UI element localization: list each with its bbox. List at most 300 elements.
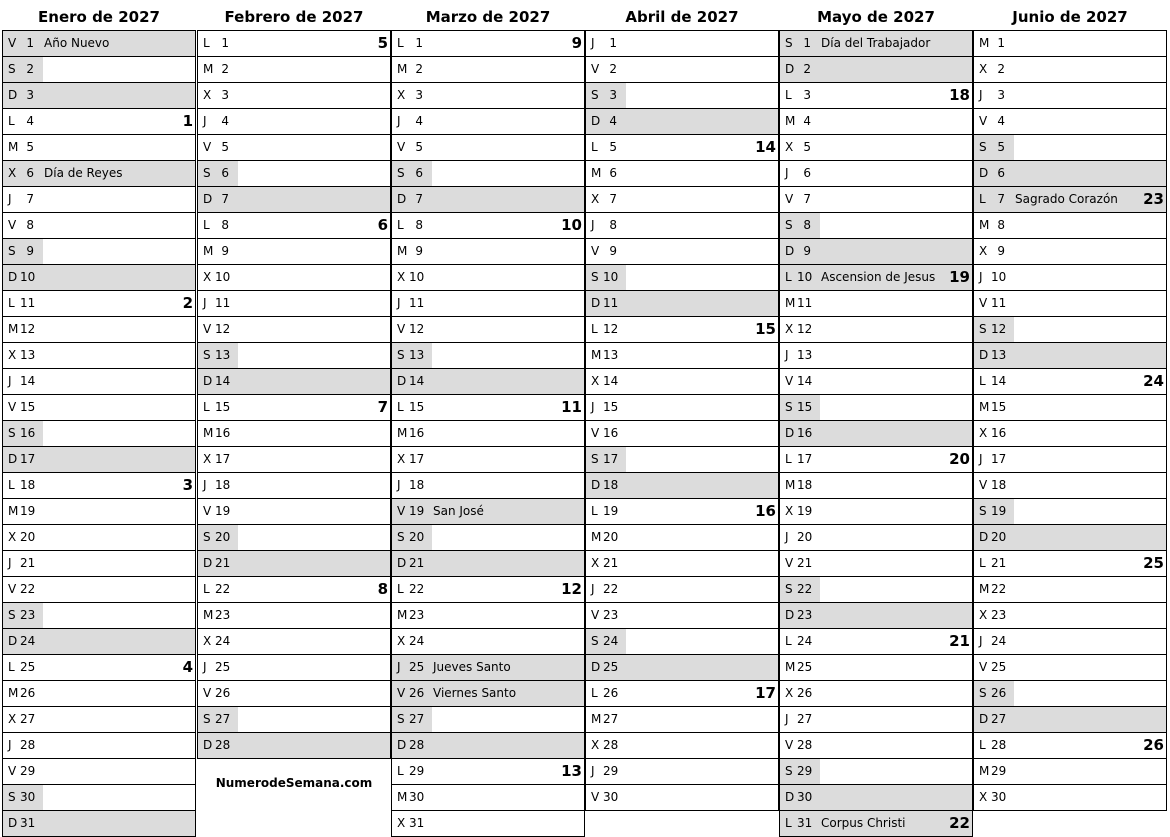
weekday-letter: L [397, 36, 404, 50]
day-row [197, 343, 391, 369]
day-number: 31 [20, 816, 36, 830]
day-row [779, 525, 973, 551]
day-row [779, 135, 973, 161]
day-row [391, 577, 585, 603]
weekday-letter: J [785, 530, 789, 544]
day-number: 8 [803, 218, 811, 232]
day-number: 16 [215, 426, 231, 440]
day-number: 27 [603, 712, 619, 726]
day-number: 6 [609, 166, 617, 180]
weekday-letter: M [397, 790, 408, 804]
day-row [779, 681, 973, 707]
day-number: 9 [415, 244, 423, 258]
day-number: 1 [221, 36, 229, 50]
week-number: 2 [182, 294, 193, 312]
weekday-letter: J [785, 348, 789, 362]
day-row [973, 499, 1167, 525]
day-number: 28 [20, 738, 36, 752]
day-row [2, 317, 196, 343]
weekday-letter: J [979, 452, 983, 466]
day-number: 7 [803, 192, 811, 206]
day-row [585, 759, 779, 785]
day-row [585, 525, 779, 551]
week-number: 23 [1143, 190, 1164, 208]
week-number: 15 [755, 320, 776, 338]
day-number: 5 [997, 140, 1005, 154]
day-row [2, 707, 196, 733]
weekday-letter: D [785, 790, 795, 804]
day-row [197, 603, 391, 629]
weekday-letter: S [591, 270, 599, 284]
day-row [585, 30, 779, 57]
weekday-letter: L [979, 374, 986, 388]
day-number: 6 [415, 166, 423, 180]
day-row [197, 369, 391, 395]
weekday-letter: S [203, 712, 211, 726]
day-row [2, 109, 196, 135]
day-row [391, 551, 585, 577]
day-row [391, 187, 585, 213]
weekday-letter: X [785, 322, 794, 336]
weekday-letter: V [397, 322, 406, 336]
day-number: 9 [221, 244, 229, 258]
weekday-letter: X [397, 634, 406, 648]
day-row [973, 681, 1167, 707]
weekday-letter: V [8, 218, 17, 232]
day-row [197, 551, 391, 577]
day-row [197, 57, 391, 83]
weekday-letter: L [8, 660, 15, 674]
day-row [585, 551, 779, 577]
site-label: NumerodeSemana.com [215, 776, 373, 790]
day-number: 21 [797, 556, 813, 570]
day-row [2, 499, 196, 525]
weekday-letter: L [979, 738, 986, 752]
day-row [2, 759, 196, 785]
day-number: 20 [603, 530, 619, 544]
day-row [391, 733, 585, 759]
day-number: 25 [20, 660, 36, 674]
day-row [973, 317, 1167, 343]
month-title: Mayo de 2027 [817, 8, 935, 26]
day-number: 14 [991, 374, 1007, 388]
day-row [585, 577, 779, 603]
weekday-letter: D [591, 114, 601, 128]
day-row [973, 187, 1167, 213]
day-row [585, 655, 779, 681]
day-row [2, 265, 196, 291]
day-row [585, 135, 779, 161]
weekday-letter: S [979, 322, 987, 336]
day-number: 29 [603, 764, 619, 778]
weekday-letter: S [203, 530, 211, 544]
weekday-letter: V [397, 686, 406, 700]
day-number: 20 [797, 530, 813, 544]
day-row [197, 577, 391, 603]
weekday-letter: J [785, 712, 789, 726]
day-number: 30 [991, 790, 1007, 804]
day-row [585, 161, 779, 187]
weekday-letter: D [397, 374, 407, 388]
day-number: 25 [797, 660, 813, 674]
day-number: 11 [603, 296, 619, 310]
day-number: 12 [603, 322, 619, 336]
month-title: Marzo de 2027 [425, 8, 551, 26]
weekday-letter: M [203, 244, 214, 258]
day-number: 4 [609, 114, 617, 128]
weekday-letter: D [8, 634, 18, 648]
week-number: 8 [377, 580, 388, 598]
day-row [2, 525, 196, 551]
day-number: 8 [609, 218, 617, 232]
day-number: 2 [803, 62, 811, 76]
day-row [2, 733, 196, 759]
day-number: 30 [20, 790, 36, 804]
weekday-letter: J [8, 192, 12, 206]
day-number: 25 [409, 660, 425, 674]
weekday-letter: X [591, 192, 600, 206]
week-number: 24 [1143, 372, 1164, 390]
day-number: 11 [20, 296, 36, 310]
day-row [391, 629, 585, 655]
weekday-letter: M [785, 660, 796, 674]
day-number: 19 [797, 504, 813, 518]
weekday-letter: D [591, 660, 601, 674]
weekday-letter: M [591, 712, 602, 726]
day-row [779, 395, 973, 421]
weekday-letter: X [203, 270, 212, 284]
weekday-letter: D [8, 88, 18, 102]
weekday-letter: M [203, 62, 214, 76]
day-number: 28 [409, 738, 425, 752]
day-row [2, 447, 196, 473]
weekday-letter: S [591, 452, 599, 466]
day-row [391, 525, 585, 551]
weekday-letter: S [979, 504, 987, 518]
day-row [391, 83, 585, 109]
month-title: Junio de 2027 [1012, 8, 1128, 26]
weekday-letter: D [979, 166, 989, 180]
day-number: 21 [991, 556, 1007, 570]
week-number: 16 [755, 502, 776, 520]
day-row [779, 57, 973, 83]
day-number: 7 [26, 192, 34, 206]
week-number: 9 [571, 34, 582, 52]
day-row [391, 655, 585, 681]
weekday-letter: M [8, 504, 19, 518]
weekday-letter: L [785, 634, 792, 648]
weekday-letter: L [8, 478, 15, 492]
holiday-name: Jueves Santo [433, 660, 511, 674]
weekday-letter: L [591, 504, 598, 518]
weekday-letter: D [785, 426, 795, 440]
day-row [585, 265, 779, 291]
weekday-letter: M [8, 322, 19, 336]
weekday-letter: S [785, 36, 793, 50]
day-number: 15 [20, 400, 36, 414]
weekday-letter: L [397, 218, 404, 232]
day-number: 4 [803, 114, 811, 128]
day-number: 17 [603, 452, 619, 466]
weekday-letter: S [785, 218, 793, 232]
day-number: 16 [603, 426, 619, 440]
day-number: 16 [409, 426, 425, 440]
week-number: 12 [561, 580, 582, 598]
day-list [585, 30, 779, 811]
day-number: 2 [26, 62, 34, 76]
week-number: 25 [1143, 554, 1164, 572]
week-number: 3 [182, 476, 193, 494]
day-number: 21 [603, 556, 619, 570]
weekday-letter: J [397, 660, 401, 674]
day-number: 4 [26, 114, 34, 128]
day-row [197, 707, 391, 733]
week-number: 17 [755, 684, 776, 702]
day-row [973, 551, 1167, 577]
weekday-letter: M [397, 608, 408, 622]
day-row [197, 161, 391, 187]
day-row [585, 83, 779, 109]
day-row [197, 733, 391, 759]
weekday-letter: S [397, 166, 405, 180]
weekday-letter: V [591, 608, 600, 622]
week-number: 14 [755, 138, 776, 156]
weekday-letter: J [979, 270, 983, 284]
week-number: 10 [561, 216, 582, 234]
day-number: 19 [409, 504, 425, 518]
day-row [973, 629, 1167, 655]
day-number: 6 [803, 166, 811, 180]
day-number: 18 [603, 478, 619, 492]
day-number: 17 [20, 452, 36, 466]
day-row [2, 83, 196, 109]
day-number: 26 [603, 686, 619, 700]
weekday-letter: L [203, 218, 210, 232]
day-row [391, 369, 585, 395]
day-row [973, 161, 1167, 187]
weekday-letter: D [203, 738, 213, 752]
day-list [973, 30, 1167, 811]
day-row [585, 681, 779, 707]
day-row [2, 603, 196, 629]
weekday-letter: L [785, 816, 792, 830]
day-number: 30 [797, 790, 813, 804]
weekday-letter: L [397, 764, 404, 778]
weekday-letter: J [591, 764, 595, 778]
week-number: 18 [949, 86, 970, 104]
weekday-letter: V [979, 296, 988, 310]
day-row [585, 109, 779, 135]
week-number: 19 [949, 268, 970, 286]
week-number: 6 [377, 216, 388, 234]
day-row [391, 785, 585, 811]
day-number: 27 [20, 712, 36, 726]
day-row [391, 135, 585, 161]
weekday-letter: L [8, 114, 15, 128]
week-number: 4 [182, 658, 193, 676]
weekday-letter: S [203, 348, 211, 362]
day-number: 20 [20, 530, 36, 544]
day-number: 3 [415, 88, 423, 102]
day-row [779, 421, 973, 447]
day-row [973, 213, 1167, 239]
weekday-letter: D [979, 712, 989, 726]
weekday-letter: L [591, 322, 598, 336]
day-row [973, 291, 1167, 317]
weekday-letter: M [591, 166, 602, 180]
weekday-letter: D [591, 296, 601, 310]
day-row [973, 83, 1167, 109]
day-number: 2 [997, 62, 1005, 76]
day-number: 13 [409, 348, 425, 362]
day-number: 2 [609, 62, 617, 76]
day-row [585, 395, 779, 421]
day-number: 22 [797, 582, 813, 596]
day-number: 30 [409, 790, 425, 804]
weekday-letter: L [785, 88, 792, 102]
weekday-letter: V [397, 504, 406, 518]
day-row [197, 473, 391, 499]
weekday-letter: S [591, 88, 599, 102]
day-number: 7 [415, 192, 423, 206]
day-number: 23 [991, 608, 1007, 622]
weekday-letter: J [203, 296, 207, 310]
day-row [973, 265, 1167, 291]
day-row [2, 213, 196, 239]
day-row [779, 811, 973, 837]
day-number: 11 [409, 296, 425, 310]
day-number: 14 [409, 374, 425, 388]
weekday-letter: D [979, 530, 989, 544]
day-number: 8 [221, 218, 229, 232]
day-row [585, 629, 779, 655]
day-row [973, 343, 1167, 369]
day-row [585, 421, 779, 447]
weekday-letter: J [979, 634, 983, 648]
weekday-letter: J [8, 556, 12, 570]
weekday-letter: L [785, 270, 792, 284]
weekday-letter: V [203, 140, 212, 154]
day-number: 19 [20, 504, 36, 518]
weekday-letter: J [785, 166, 789, 180]
day-row [2, 395, 196, 421]
weekday-letter: V [785, 374, 794, 388]
day-row [391, 473, 585, 499]
weekday-letter: V [979, 478, 988, 492]
day-row [391, 30, 585, 57]
day-number: 29 [797, 764, 813, 778]
day-row [779, 655, 973, 681]
weekday-letter: J [591, 582, 595, 596]
weekday-letter: M [979, 400, 990, 414]
day-number: 19 [603, 504, 619, 518]
weekday-letter: V [785, 192, 794, 206]
day-number: 24 [991, 634, 1007, 648]
weekday-letter: L [8, 296, 15, 310]
weekday-letter: X [979, 244, 988, 258]
weekday-letter: X [979, 790, 988, 804]
day-row [973, 655, 1167, 681]
day-number: 24 [797, 634, 813, 648]
day-row [391, 109, 585, 135]
day-number: 8 [415, 218, 423, 232]
day-row [391, 707, 585, 733]
day-row [779, 213, 973, 239]
day-row [585, 187, 779, 213]
day-row [973, 785, 1167, 811]
day-row [197, 213, 391, 239]
day-row [197, 499, 391, 525]
day-row [391, 759, 585, 785]
day-row [973, 473, 1167, 499]
day-number: 12 [409, 322, 425, 336]
weekday-letter: V [203, 504, 212, 518]
weekday-letter: S [979, 686, 987, 700]
holiday-name: Año Nuevo [44, 36, 110, 50]
weekday-letter: J [397, 296, 401, 310]
weekday-letter: D [8, 816, 18, 830]
day-number: 10 [215, 270, 231, 284]
day-number: 18 [215, 478, 231, 492]
weekday-letter: M [8, 686, 19, 700]
weekday-letter: X [397, 88, 406, 102]
day-number: 24 [603, 634, 619, 648]
day-number: 17 [215, 452, 231, 466]
weekday-letter: X [8, 530, 17, 544]
week-number: 20 [949, 450, 970, 468]
day-number: 15 [603, 400, 619, 414]
day-row [973, 603, 1167, 629]
day-row [779, 343, 973, 369]
day-row [2, 187, 196, 213]
day-number: 18 [409, 478, 425, 492]
day-number: 22 [409, 582, 425, 596]
day-number: 6 [997, 166, 1005, 180]
weekday-letter: S [8, 790, 16, 804]
day-number: 2 [415, 62, 423, 76]
weekday-letter: M [397, 244, 408, 258]
day-row [585, 317, 779, 343]
day-row [779, 187, 973, 213]
weekday-letter: M [8, 140, 19, 154]
weekday-letter: X [979, 62, 988, 76]
day-number: 28 [797, 738, 813, 752]
day-number: 8 [26, 218, 34, 232]
day-row [973, 525, 1167, 551]
day-row [779, 759, 973, 785]
day-row [779, 785, 973, 811]
weekday-letter: J [8, 374, 12, 388]
day-number: 18 [797, 478, 813, 492]
week-number: 11 [561, 398, 582, 416]
weekday-letter: J [203, 660, 207, 674]
day-row [391, 57, 585, 83]
holiday-name: Día de Reyes [44, 166, 123, 180]
day-row [2, 421, 196, 447]
day-number: 1 [803, 36, 811, 50]
day-row [2, 30, 196, 57]
day-row [197, 317, 391, 343]
weekday-letter: V [979, 114, 988, 128]
day-row [391, 213, 585, 239]
holiday-name: Viernes Santo [433, 686, 517, 700]
weekday-letter: D [397, 192, 407, 206]
weekday-letter: J [979, 88, 983, 102]
day-number: 16 [991, 426, 1007, 440]
week-number: 5 [377, 34, 388, 52]
day-number: 9 [26, 244, 34, 258]
holiday-name: Día del Trabajador [821, 36, 931, 50]
